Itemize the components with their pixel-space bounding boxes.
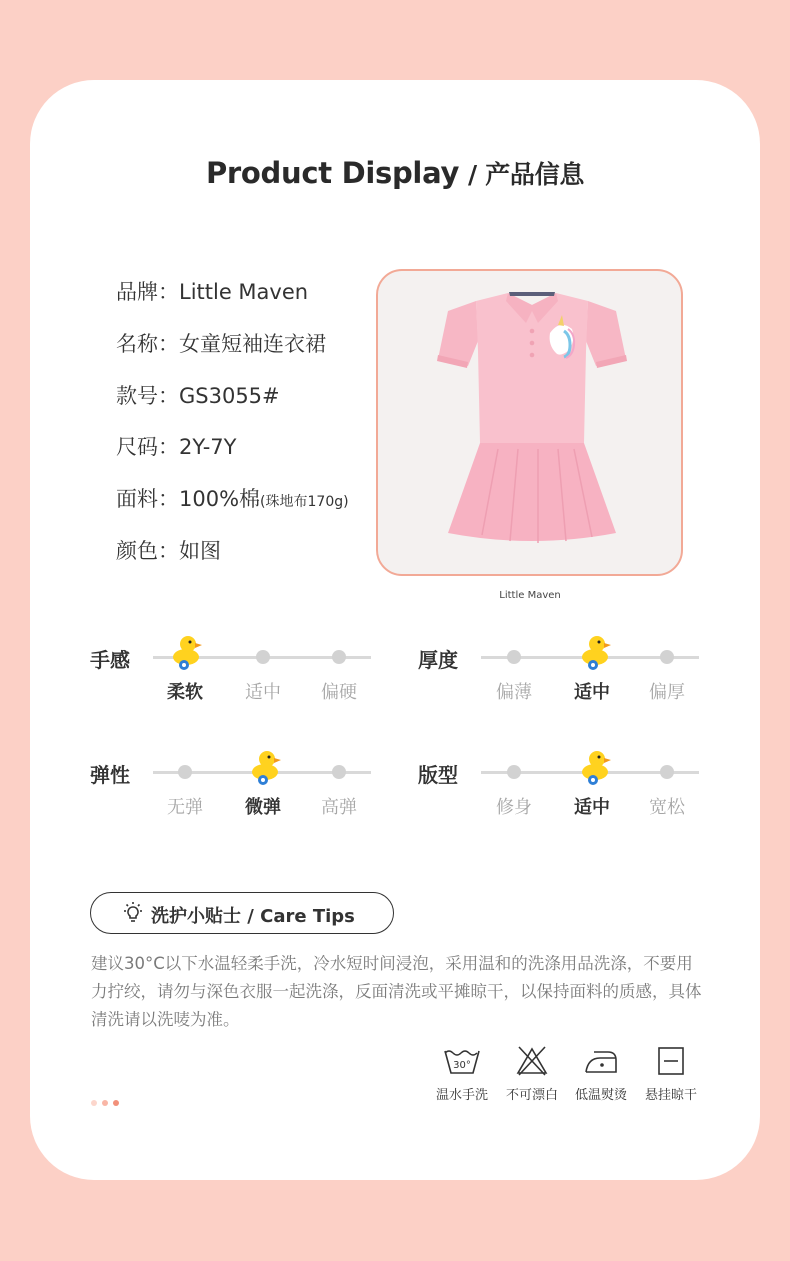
dot	[113, 1100, 119, 1106]
care-label: 温水手洗	[435, 1088, 488, 1103]
duck-indicator-icon	[575, 632, 613, 672]
lightbulb-icon	[121, 901, 145, 925]
attribute-label: 弹性	[90, 763, 130, 787]
scale-dot	[507, 650, 521, 664]
spec-label: 尺码：	[116, 435, 179, 459]
option-label: 适中	[574, 797, 610, 818]
spec-value: GS3055#	[179, 384, 280, 408]
spec-value: 2Y-7Y	[179, 435, 237, 459]
title-en: Product Display	[205, 156, 460, 190]
spec-label: 款号：	[116, 384, 179, 408]
option-label: 柔软	[167, 682, 203, 703]
care-item	[641, 1046, 701, 1103]
care-item	[571, 1046, 631, 1103]
care-item	[502, 1046, 562, 1103]
scale-dot	[178, 765, 192, 779]
hang-dry-icon	[656, 1046, 686, 1076]
option-label: 微弹	[245, 797, 281, 818]
care-instructions: 建议30°C以下水温轻柔手洗，冷水短时间浸泡，采用温和的洗涤用品洗涤，不要用力拧绞，请勿与深色衣服一起洗涤，反面清洗或平摊晾干，以保持面料的质感，具体清洗请以洗唛为准。	[91, 954, 702, 1029]
title-cn: / 产品信息	[467, 160, 585, 189]
product-photo	[376, 269, 683, 576]
option-label: 适中	[574, 682, 610, 703]
hand-wash-30-icon	[442, 1046, 482, 1076]
scale-dot	[332, 650, 346, 664]
attribute-label: 版型	[418, 763, 458, 787]
low-iron-icon	[582, 1046, 620, 1076]
spec-value: 如图	[179, 539, 221, 563]
no-bleach-icon	[515, 1046, 549, 1076]
scale-dot	[256, 650, 270, 664]
spec-label: 颜色：	[116, 539, 179, 563]
option-label: 适中	[245, 682, 281, 703]
care-tips-header	[90, 892, 394, 934]
dot	[91, 1100, 97, 1106]
care-label: 不可漂白	[505, 1088, 558, 1103]
attribute-label: 厚度	[418, 648, 458, 672]
care-item	[432, 1046, 492, 1103]
option-label: 无弹	[167, 797, 203, 818]
scale-dot	[332, 765, 346, 779]
spec-extra: (珠地布170g)	[260, 494, 349, 510]
option-label: 修身	[496, 797, 532, 818]
attribute-label: 手感	[90, 648, 130, 672]
care-label: 低温熨烫	[574, 1088, 627, 1103]
spec-fabric	[116, 483, 349, 513]
page-dots	[91, 1091, 124, 1110]
option-label: 高弹	[321, 797, 357, 818]
spec-style-no	[116, 380, 280, 410]
spec-value: Little Maven	[179, 280, 309, 304]
spec-value: 女童短袖连衣裙	[179, 332, 326, 356]
dot	[102, 1100, 108, 1106]
option-label: 宽松	[649, 797, 685, 818]
photo-caption: Little Maven	[499, 590, 561, 601]
spec-name	[116, 328, 326, 358]
duck-indicator-icon	[575, 747, 613, 787]
spec-label: 品牌：	[116, 280, 179, 304]
duck-indicator-icon	[166, 632, 204, 672]
wash-temp-badge: 30°	[453, 1060, 471, 1071]
spec-size	[116, 431, 236, 461]
scale-dot	[660, 650, 674, 664]
duck-indicator-icon	[245, 747, 283, 787]
option-label: 偏厚	[649, 682, 685, 703]
spec-brand	[116, 276, 308, 306]
spec-label: 面料：	[116, 487, 179, 511]
scale-dot	[507, 765, 521, 779]
spec-value: 100%棉	[179, 487, 261, 511]
care-label: 悬挂晾干	[644, 1088, 697, 1103]
option-label: 偏硬	[321, 682, 357, 703]
scale-dot	[660, 765, 674, 779]
option-label: 偏薄	[496, 682, 532, 703]
page-title	[0, 155, 790, 191]
care-tips-title: 洗护小贴士 / Care Tips	[151, 906, 355, 927]
spec-label: 名称：	[116, 332, 179, 356]
spec-color	[116, 535, 221, 565]
